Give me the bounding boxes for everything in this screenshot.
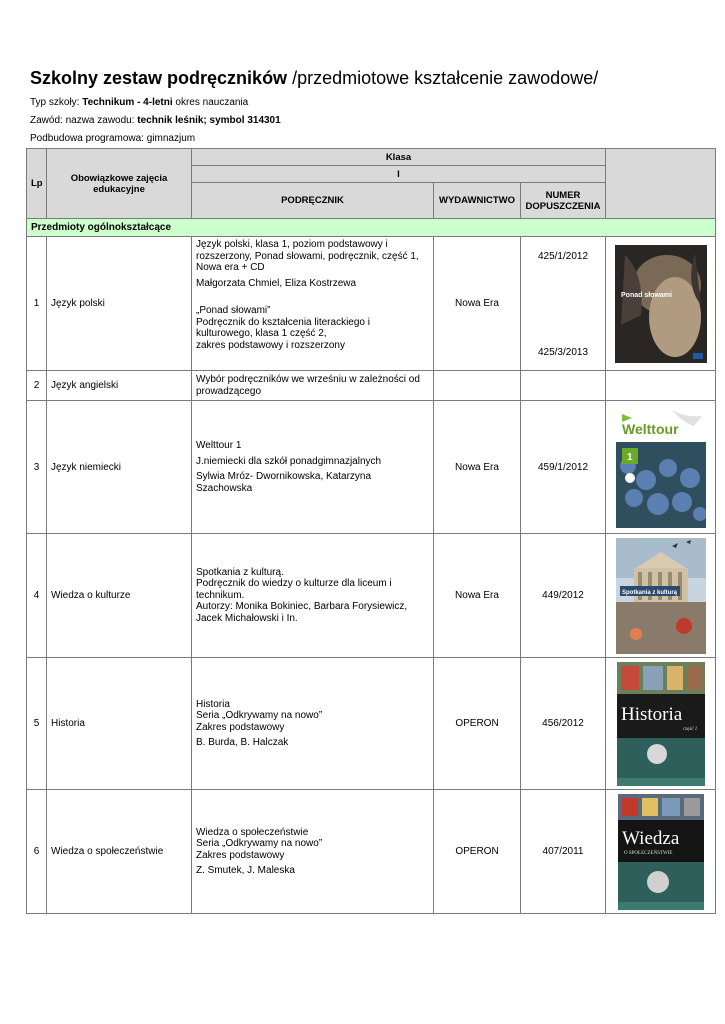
row-publisher: OPERON [434, 658, 521, 790]
row-book: Wiedza o społeczeństwie Seria „Odkrywamy na nowo” Zakres podstawowy Z. Smutek, J. Maleska [192, 790, 434, 914]
svg-text:Ponad słowami: Ponad słowami [620, 291, 672, 299]
book-cover-image [617, 662, 705, 786]
row-subject: Historia [47, 658, 192, 790]
svg-text:1: 1 [626, 452, 633, 463]
row-cover [606, 371, 716, 401]
row-number [521, 371, 606, 401]
table-row [27, 658, 716, 790]
row-lp: 1 [27, 237, 47, 371]
row-book: Język polski, klasa 1, poziom podstawowy i rozszerzony, Ponad słowami, podręcznik, część 1, Nowa era + CD Małgorzata Chmiel, Eliza Kostrzewa „Ponad słowami” Podręcznik do kształcenia literackiego i kulturowego, klasa 1 część 2, zakres podstawowy i rozszerzony [192, 237, 434, 371]
row-publisher: OPERON [434, 790, 521, 914]
row-book: Wybór podręczników we wrześniu w zależności od prowadzącego [192, 371, 434, 401]
row-lp: 3 [27, 401, 47, 534]
row-subject: Język angielski [47, 371, 192, 401]
row-publisher: Nowa Era [434, 401, 521, 534]
header-number: NUMER DOPUSZCZENIA [521, 183, 606, 219]
svg-text:Wiedza: Wiedza [621, 827, 679, 849]
table-row [27, 401, 716, 534]
row-number: 425/1/2012 425/3/2013 [521, 237, 606, 371]
row-subject: Wiedza o społeczeństwie [47, 790, 192, 914]
table-row [27, 790, 716, 914]
row-cover [606, 534, 716, 658]
row-cover [606, 658, 716, 790]
row-book: Welttour 1 J.niemiecki dla szkół ponadgimnazjalnych Sylwia Mróz- Dwornikowska, Katarzyna Szachowska [192, 401, 434, 534]
book-cover-image [615, 245, 707, 363]
book-cover-image [618, 794, 704, 910]
svg-text:O SPOŁECZEŃSTWIE: O SPOŁECZEŃSTWIE [623, 850, 672, 856]
row-book: Spotkania z kulturą. Podręcznik do wiedzy o kulturze dla liceum i technikum. Autorzy: Monika Bokiniec, Barbara Forysiewicz, Jacek Michałowski i In. [192, 534, 434, 658]
row-lp: 4 [27, 534, 47, 658]
profession-line: Zawód: nazwa zawodu: technik leśnik; symbol 314301 [30, 115, 281, 126]
table-row [27, 371, 716, 401]
page-title: Szkolny zestaw podręczników /przedmiotowe kształcenie zawodowe/ [30, 68, 599, 88]
book-cover-image [616, 406, 706, 528]
row-subject: Język niemiecki [47, 401, 192, 534]
row-subject: Wiedza o kulturze [47, 534, 192, 658]
header-subject: Obowiązkowe zajęcia edukacyjne [47, 149, 192, 219]
section-general: Przedmioty ogólnokształcące [27, 219, 716, 237]
row-lp: 5 [27, 658, 47, 790]
header-klasa-value: I [192, 166, 606, 183]
row-publisher: Nowa Era [434, 237, 521, 371]
svg-text:Historia: Historia [620, 703, 682, 725]
svg-text:część 1: część 1 [682, 726, 697, 732]
svg-text:Welttour: Welttour [621, 421, 679, 437]
header-book: PODRĘCZNIK [192, 183, 434, 219]
row-cover [606, 790, 716, 914]
row-lp: 6 [27, 790, 47, 914]
header-publisher: WYDAWNICTWO [434, 183, 521, 219]
row-number: 449/2012 [521, 534, 606, 658]
row-subject: Język polski [47, 237, 192, 371]
header-cover-blank [606, 149, 716, 219]
book-cover-image [616, 538, 706, 654]
row-number: 456/2012 [521, 658, 606, 790]
header-lp: Lp [27, 149, 47, 219]
header-klasa: Klasa [192, 149, 606, 166]
row-lp: 2 [27, 371, 47, 401]
row-cover [606, 237, 716, 371]
school-type-line: Typ szkoły: Technikum - 4-letni okres nauczania [30, 97, 249, 108]
row-publisher: Nowa Era [434, 534, 521, 658]
row-number: 407/2011 [521, 790, 606, 914]
table-row [27, 237, 716, 371]
table-row [27, 534, 716, 658]
row-number: 459/1/2012 [521, 401, 606, 534]
program-basis-line: Podbudowa programowa: gimnazjum [30, 133, 196, 144]
row-cover [606, 401, 716, 534]
row-book: Historia Seria „Odkrywamy na nowo” Zakres podstawowy B. Burda, B. Halczak [192, 658, 434, 790]
svg-text:Spotkania z kulturą: Spotkania z kulturą [621, 589, 677, 596]
textbook-table [26, 148, 716, 914]
row-publisher [434, 371, 521, 401]
